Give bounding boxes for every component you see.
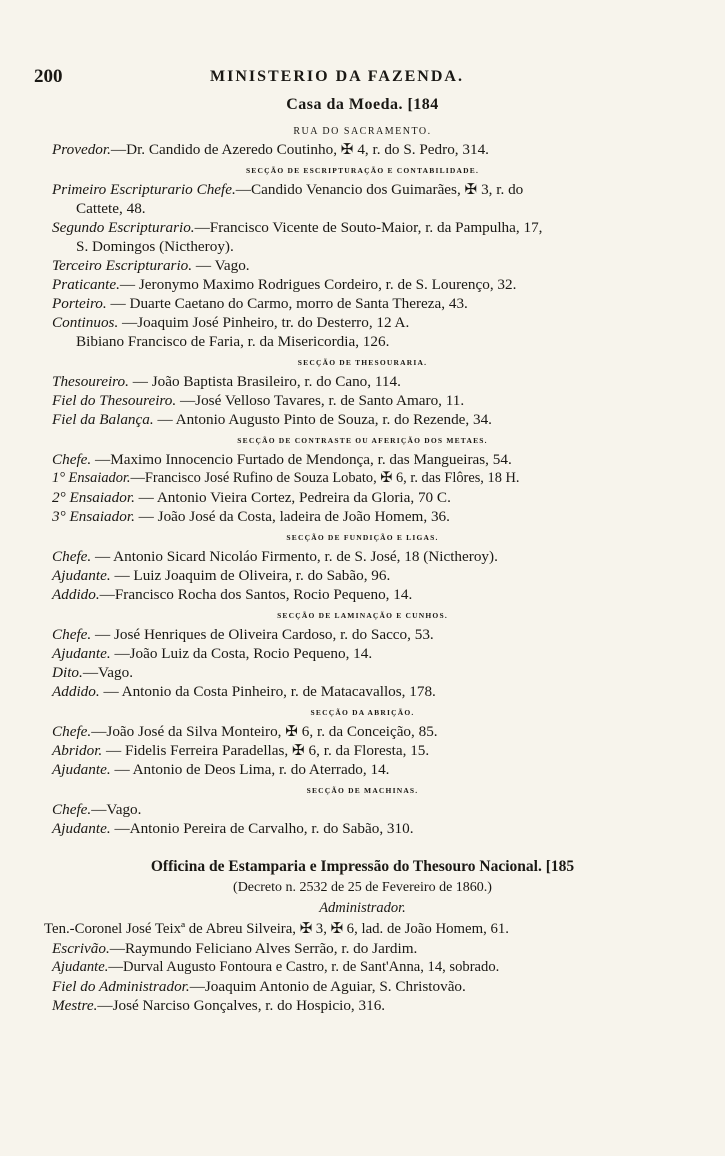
entry-role: Escrivão. [52,940,110,957]
entry [52,625,692,644]
entry [44,920,684,939]
section-heading: SECÇÃO DA ABRIÇÃO. [310,708,415,717]
entry-role: Ajudante. [52,820,111,837]
entry [52,958,692,977]
entry-text: — Jeronymo Maximo Rodrigues Cordeiro, r. de S. Lourenço, 32. [119,276,517,293]
entry [52,819,692,838]
entry-role: Dito. [52,664,83,681]
entry-role: Chefe. [52,451,92,468]
entry-text: —Francisco José Rufino de Souza Lobato, ✠ 6, r. das Flôres, 18 H. [130,470,520,486]
entry [52,410,692,429]
entry-text: Ten.-Coronel José Teixª de Abreu Silveira, ✠ 3, ✠ 6, lad. de João Homem, 61. [44,921,510,937]
entry-role: 2° Ensaiador. [52,489,135,506]
entry [52,566,692,585]
entry [52,760,692,779]
entry [52,488,692,507]
entry [52,391,692,410]
entry-text: —Antonio Pereira de Carvalho, r. do Sabão, 310. [110,820,414,837]
entry-role: Chefe. [52,723,92,740]
entry-role: Porteiro. [52,295,107,312]
entry [52,682,692,701]
entry [52,450,692,469]
entry-role: Chefe. [52,548,92,565]
entry [52,722,692,741]
entry-text: —Joaquim Antonio de Aguiar, S. Christovão. [189,978,466,995]
entry-continuation: S. Domingos (Nictheroy). [76,238,234,255]
entry-role: Fiel da Balança. [52,411,154,428]
entry-role: 1° Ensaiador. [52,470,131,486]
entry-text: — Antonio Vieira Cortez, Pedreira da Gloria, 70 C. [134,489,451,506]
section-heading: SECÇÃO DE LAMINAÇÃO E CUNHOS. [277,611,448,620]
section-heading: SECÇÃO DE THESOURARIA. [297,358,428,367]
entry-role: Primeiro Escripturario Chefe. [52,181,236,198]
entry-text: — Luiz Joaquim de Oliveira, r. do Sabão, 96. [110,567,391,584]
entry-role: Ajudante. [52,645,111,662]
entry-role: Ajudante. [52,761,111,778]
section-heading: SECÇÃO DE ESCRIPTURAÇÃO E CONTABILIDADE. [245,166,480,175]
entry-text: — Duarte Caetano do Carmo, morro de Santa Thereza, 43. [106,295,468,312]
page-number: 200 [34,66,63,87]
entry [52,469,692,488]
entry [52,939,692,958]
officina-title: Officina de Estamparia e Impressão do Thesouro Nacional. [185 [150,858,575,875]
entry-text: — José Henriques de Oliveira Cardoso, r. do Sacco, 53. [91,626,434,643]
entry-role: Praticante. [52,276,120,293]
entry-text: —Vago. [91,801,142,818]
section-heading: SECÇÃO DE FUNDIÇÃO E LIGAS. [286,533,439,542]
entry-role: Terceiro Escripturario. [52,257,193,274]
entry-role: Ajudante. [52,959,109,975]
entry-text: — Fidelis Ferreira Paradellas, ✠ 6, r. da Floresta, 15. [102,742,430,759]
entry-continuation: Cattete, 48. [76,200,146,217]
entry-role: Abridor. [52,742,103,759]
entry-role: Segundo Escripturario. [52,219,195,236]
entry-text: — João Baptista Brasileiro, r. do Cano, 114. [128,373,401,390]
entry [52,644,692,663]
entry-role: Ajudante. [52,567,111,584]
admin-heading: Administrador. [319,900,406,916]
entry [52,996,692,1015]
entry [52,256,692,275]
entry-text: — Vago. [192,257,250,274]
entry [52,741,692,760]
entry-text: —Francisco Vicente de Souto-Maior, r. da Pampulha, 17, [194,219,543,236]
entry-text: —João Luiz da Costa, Rocio Pequeno, 14. [110,645,373,662]
entry-role: Fiel do Thesoureiro. [52,392,177,409]
section-heading: SECÇÃO DE CONTRASTE OU AFERIÇÃO DOS METAES. [237,436,488,445]
entry-continuation: Bibiano Francisco de Faria, r. da Misericordia, 126. [76,333,390,350]
entry-text: —Francisco Rocha dos Santos, Rocio Pequeno, 14. [99,586,413,603]
entry [52,218,692,237]
entry [52,547,692,566]
officina-decree: (Decreto n. 2532 de 25 de Fevereiro de 1860.) [233,880,492,895]
entry [52,275,692,294]
entry [52,585,692,604]
entry-text: —Joaquim José Pinheiro, tr. do Desterro, 12 A. [118,314,410,331]
entry-text: —Dr. Candido de Azeredo Coutinho, ✠ 4, r. do S. Pedro, 314. [110,141,489,158]
section-heading: SECÇÃO DE MACHINAS. [306,786,419,795]
entry-role: 3° Ensaiador. [52,508,135,525]
entry-text: —Candido Venancio dos Guimarães, ✠ 3, r. do [235,181,524,198]
entry-text: — Antonio da Costa Pinheiro, r. de Matacavallos, 178. [99,683,436,700]
entry-text: —João José da Silva Monteiro, ✠ 6, r. da Conceição, 85. [91,723,438,740]
casa-title: Casa da Moeda. [184 [286,96,439,113]
entry-provedor [52,140,692,159]
entry-role: Continuos. [52,314,119,331]
entry-text: —José Velloso Tavares, r. de Santo Amaro, 11. [176,392,465,409]
entry-text: —Vago. [82,664,134,681]
entry [52,663,692,682]
entry [52,294,692,313]
entry-role: Chefe. [52,801,92,818]
entry [52,372,692,391]
entry-role: Thesoureiro. [52,373,129,390]
entry [52,313,692,332]
entry-text: —Maximo Innocencio Furtado de Mendonça, r. das Mangueiras, 54. [91,451,512,468]
entry-role: Addido. [52,586,100,603]
entry-text: — Antonio Augusto Pinto de Souza, r. do Rezende, 34. [153,411,492,428]
casa-address: RUA DO SACRAMENTO. [293,126,432,137]
entry [52,800,692,819]
entry-text: — Antonio de Deos Lima, r. do Aterrado, 14. [110,761,390,778]
entry-text: —Raymundo Feliciano Alves Serrão, r. do Jardim. [109,940,418,957]
entry-role: Provedor. [52,141,111,158]
entry [52,180,692,199]
entry-role: Fiel do Administrador. [52,978,190,995]
entry [52,977,692,996]
entry-text: — Antonio Sicard Nicoláo Firmento, r. de S. José, 18 (Nictheroy). [91,548,498,565]
entry-role: Chefe. [52,626,92,643]
entry [52,507,692,526]
entry-text: —José Narciso Gonçalves, r. do Hospicio, 316. [97,997,386,1014]
running-title: MINISTERIO DA FAZENDA. [210,68,464,85]
entry-role: Mestre. [52,997,98,1014]
entry-text: — João José da Costa, ladeira de João Homem, 36. [134,508,450,525]
entry-role: Addido. [52,683,100,700]
entry-text: —Durval Augusto Fontoura e Castro, r. de Sant'Anna, 14, sobrado. [108,959,500,975]
